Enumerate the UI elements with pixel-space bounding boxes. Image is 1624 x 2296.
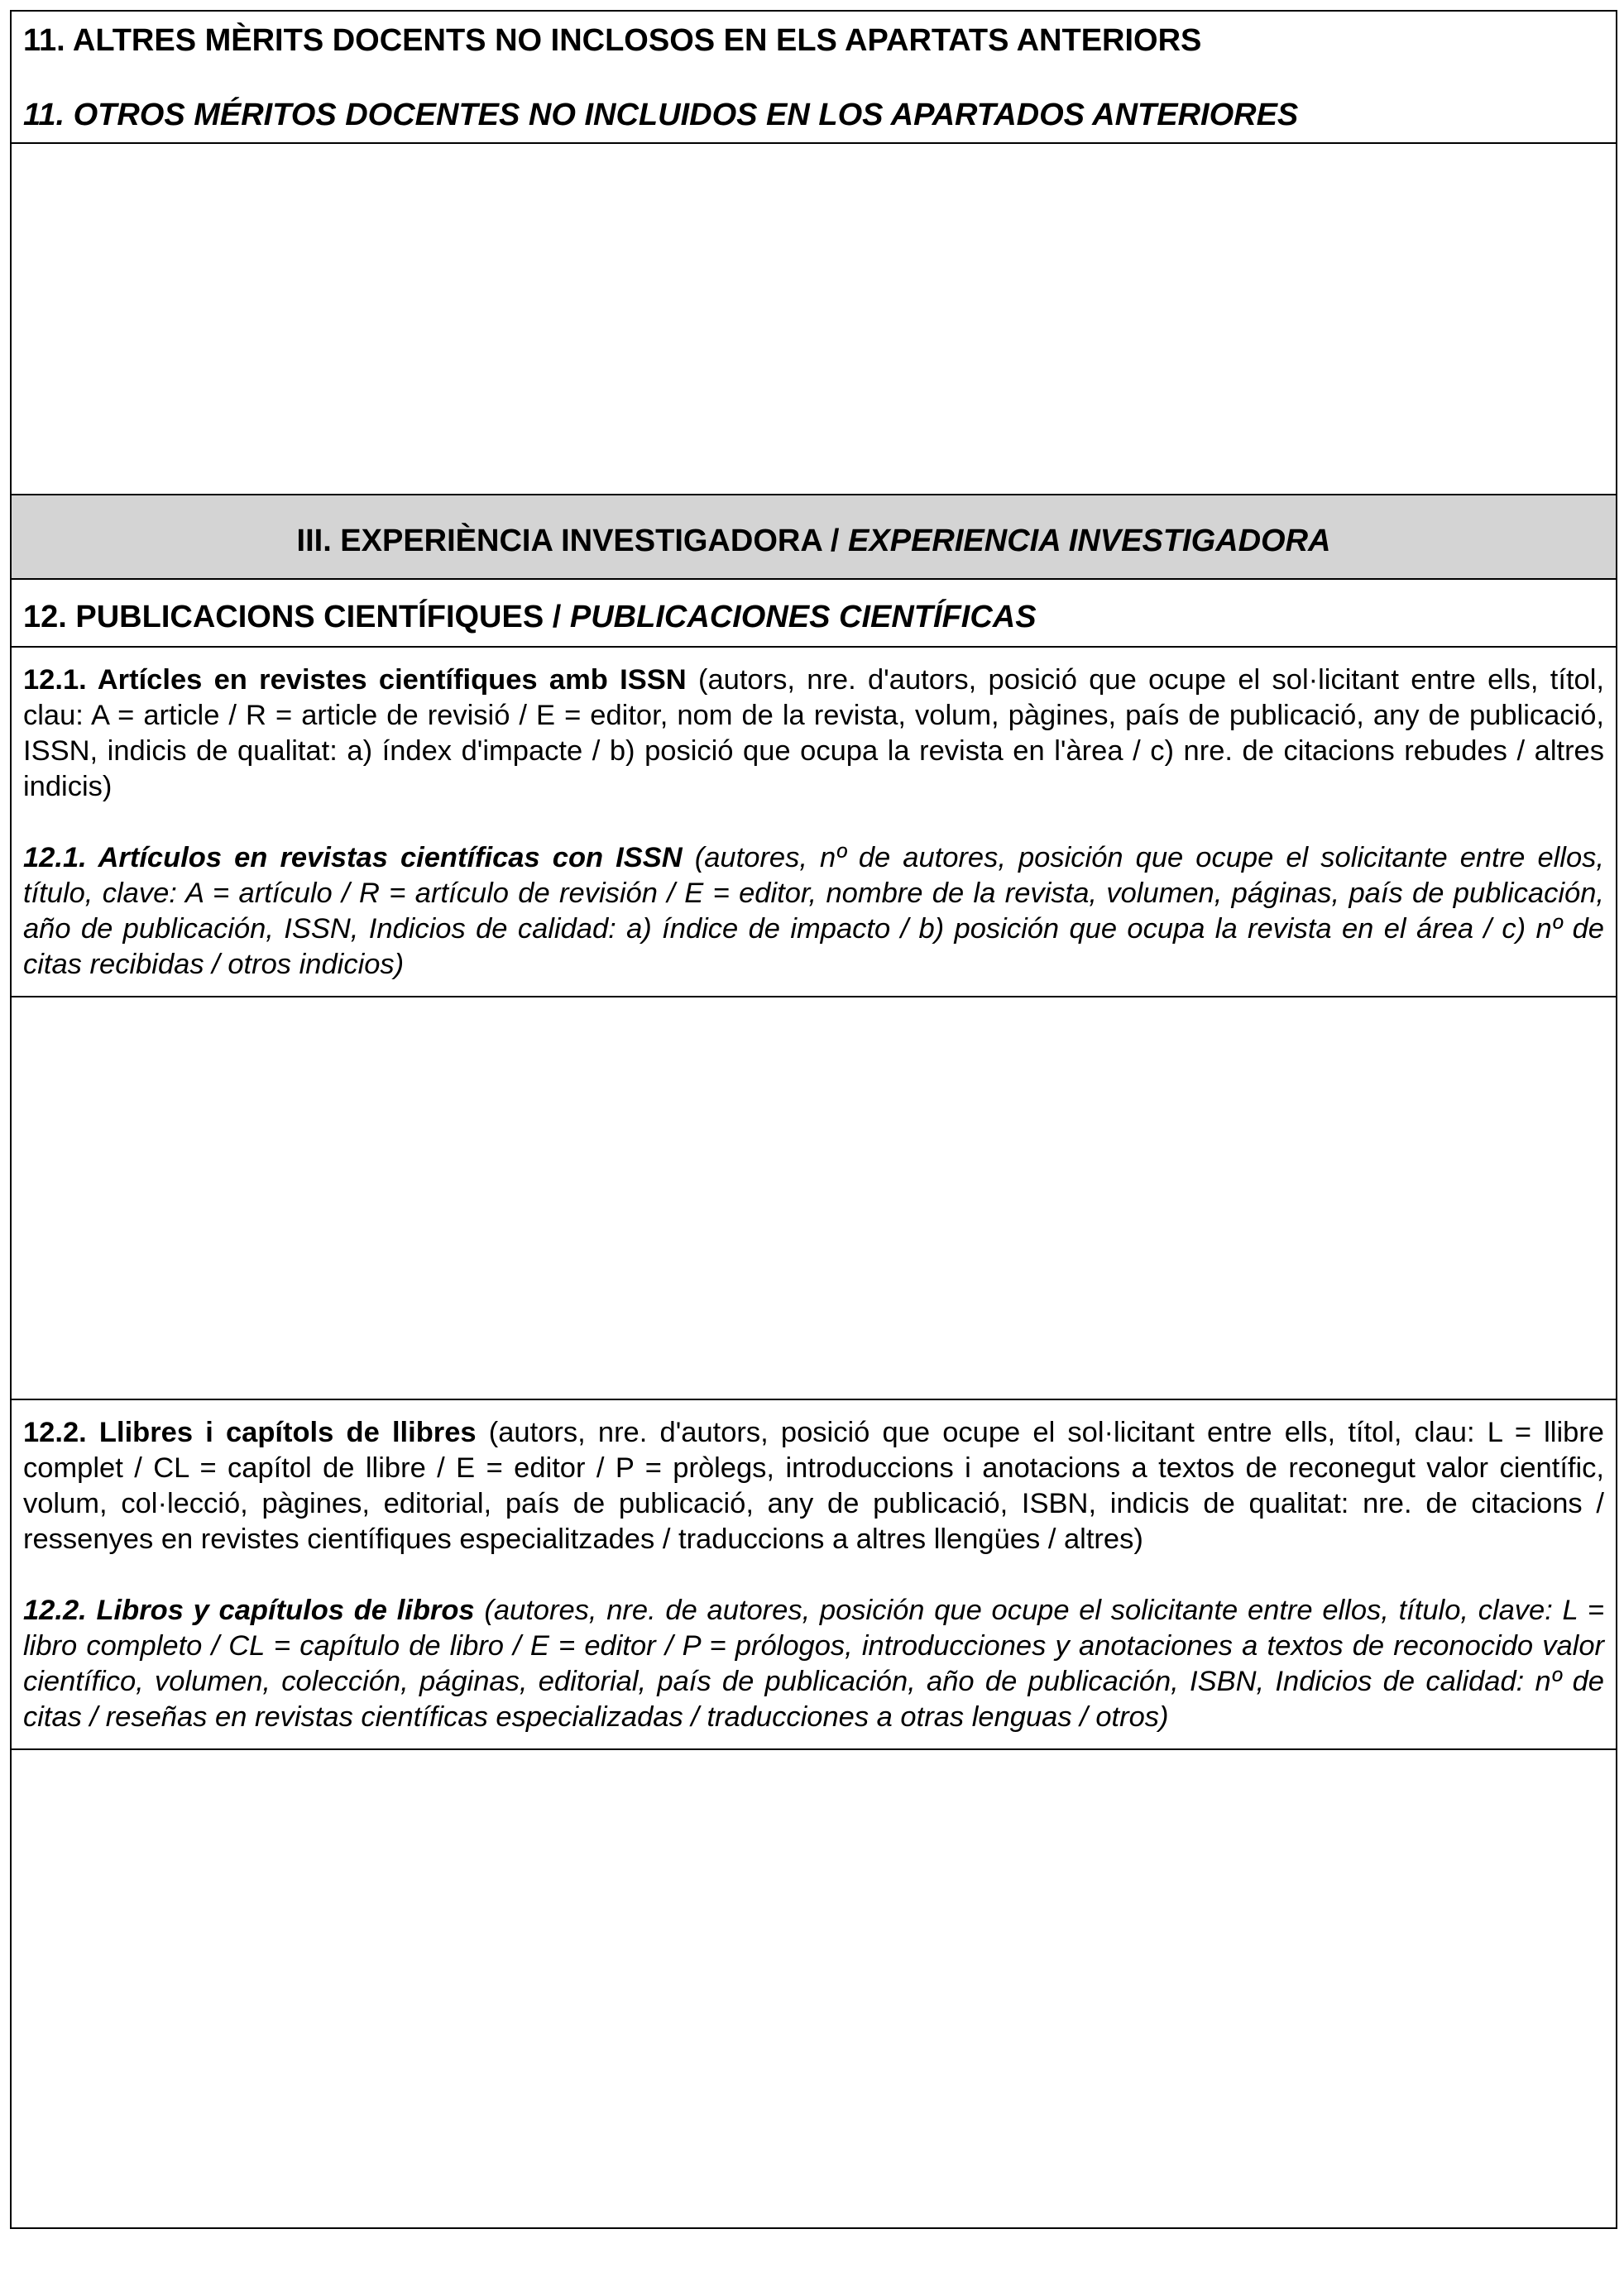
section-12-title-ca: 12. PUBLICACIONS CIENTÍFIQUES /: [23, 600, 570, 634]
section-12-1-ca: [23, 662, 1604, 805]
section-12-1-entry-area[interactable]: [12, 997, 1616, 1400]
merits-form: [10, 10, 1617, 2229]
section-12-1-es-text: (autores, nº de autores, posición que ocupe el solicitante entre ellos, título, clave: A = artículo / R = artículo de revisión / E = editor, nombre de la revista, volumen, páginas, país de publicación, año de publicación, ISSN, Indicios de calidad: a) índice de impacto / b) posición que ocupa la revista en el área / c) nº de citas recibidas / otros indicios): [23, 842, 1604, 980]
section-iii-title-es: EXPERIENCIA INVESTIGADORA: [848, 524, 1331, 558]
section-12-1-ca-text: (autors, nre. d'autors, posició que ocupe el sol·licitant entre ells, títol, clau: A = article / R = article de revisió / E = editor, nom de la revista, volum, pàgines, país de publicació, any de publicació, ISSN, indicis de qualitat: a) índex d'impacte / b) posició que ocupa la revista en l'àrea / c) nre. de citacions rebudes / altres indicis): [23, 664, 1604, 802]
section-12-header: [12, 580, 1616, 648]
section-11-entry-area[interactable]: [12, 144, 1616, 495]
section-12-1-description: [12, 648, 1616, 997]
section-12-1-es-heading: 12.1. Artículos en revistas científicas con ISSN: [23, 842, 683, 873]
section-12-2-es-text: (autores, nre. de autores, posición que ocupe el solicitante entre ellos, título, clave: L = libro completo / CL = capítulo de libro / E = editor / P = prólogos, introducciones y anotaciones a textos de reconocido valor científico, volumen, colección, páginas, editorial, país de publicación, año de publicación, ISBN, Indicios de calidad: nº de citas / reseñas en revistas científicas especializadas / traducciones a otras lenguas / otros): [23, 1595, 1604, 1733]
section-12-2-es: [23, 1593, 1604, 1735]
section-11-title-es: 11. OTROS MÉRITOS DOCENTES NO INCLUIDOS EN LOS APARTADOS ANTERIORES: [23, 98, 1299, 132]
section-iii-header: [12, 495, 1616, 580]
section-12-2-description: [12, 1400, 1616, 1750]
section-12-2-ca-heading: 12.2. Llibres i capítols de llibres: [23, 1417, 477, 1448]
section-12-2-ca-text: (autors, nre. d'autors, posició que ocupe el sol·licitant entre ells, títol, clau: L = llibre complet / CL = capítol de llibre / E = editor / P = pròlegs, introduccions i anotacions a textos de reconegut valor científic, volum, col·lecció, pàgines, editorial, país de publicació, any de publicació, ISBN, indicis de qualitat: nre. de citacions / ressenyes en revistes científiques especialitzades / traduccions a altres llengües / altres): [23, 1417, 1604, 1555]
section-11-title-ca: 11. ALTRES MÈRITS DOCENTS NO INCLOSOS EN ELS APARTATS ANTERIORS: [23, 23, 1202, 58]
section-12-2-es-heading: 12.2. Libros y capítulos de libros: [23, 1595, 475, 1626]
section-11-header: [12, 12, 1616, 144]
section-12-1-es: [23, 840, 1604, 983]
section-iii-title-ca: III. EXPERIÈNCIA INVESTIGADORA /: [296, 524, 849, 558]
section-12-2-entry-area[interactable]: [12, 1750, 1616, 2227]
section-12-1-ca-heading: 12.1. Artícles en revistes científiques amb ISSN: [23, 664, 687, 696]
section-12-title-es: PUBLICACIONES CIENTÍFICAS: [569, 600, 1037, 634]
section-12-2-ca: [23, 1415, 1604, 1557]
